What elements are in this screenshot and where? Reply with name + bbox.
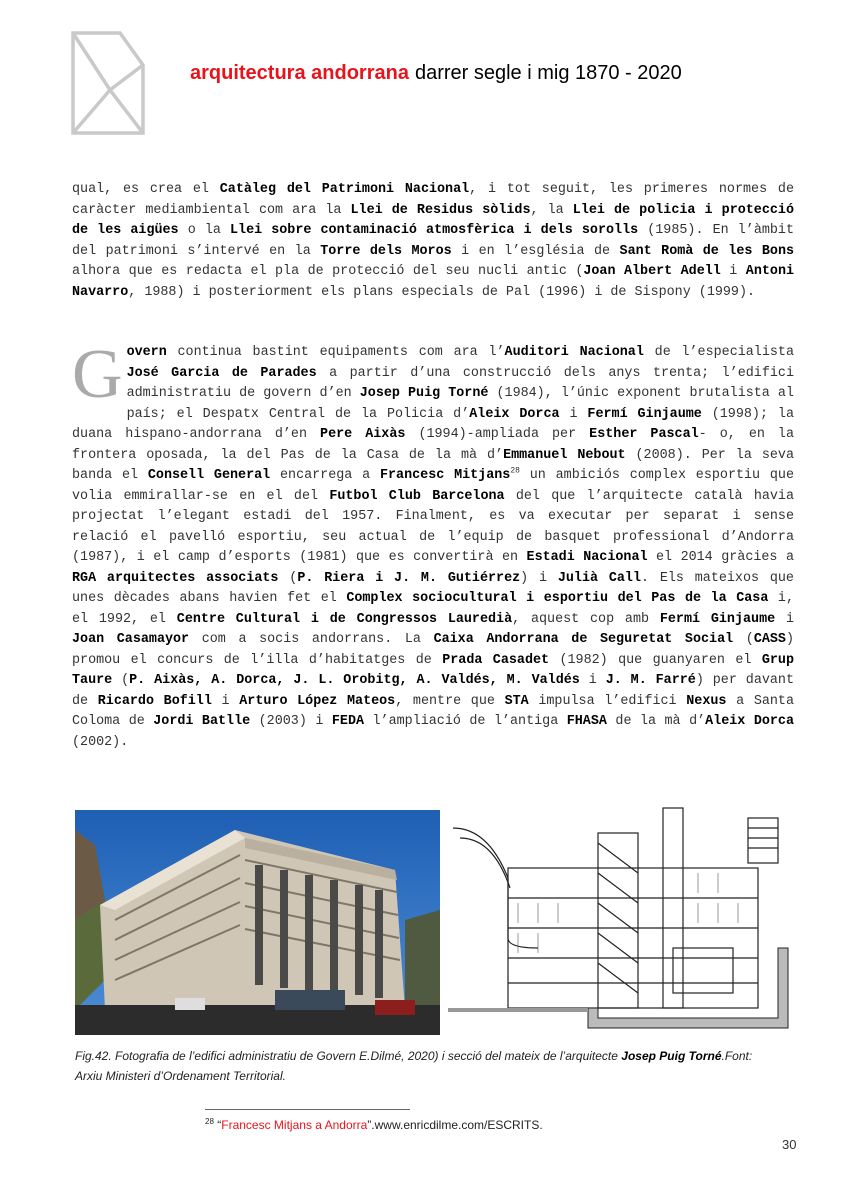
text: i [579, 673, 606, 688]
bold-term: Torre dels Moros [320, 243, 452, 259]
bold-term: Prada Casadet [442, 652, 550, 668]
bold-term: Jordi Batlle [153, 714, 251, 729]
text: , i tot seguit, les primeres normes de caràcter mediambiental com ara la [72, 182, 795, 218]
bold-term: Aleix Dorca [469, 406, 560, 422]
text: i en l’església de [451, 243, 620, 259]
text: un ambiciós complex esportiu que volia emmirallar-se en el del [72, 468, 794, 504]
bold-term: STA [504, 693, 529, 709]
text: i [559, 406, 588, 422]
bold-term: overn [126, 345, 167, 360]
text: . Els mateixos que unes dècades abans havien fet el [72, 570, 794, 606]
bold-term: Llei sobre contaminació atmosfèrica i dels sorolls [230, 223, 639, 238]
bold-term: Llei de Residus sòlids [350, 202, 531, 218]
text: , aquest cop amb [512, 611, 660, 627]
drop-cap: G [72, 336, 123, 413]
bold-term: Nexus [686, 693, 727, 709]
text: encarrega a [270, 468, 380, 483]
text: ( [278, 570, 298, 586]
text: de l’especialista [643, 345, 794, 360]
bold-term: Estadi Nacional [526, 550, 648, 565]
footnote-ref: 28 [510, 466, 520, 476]
bold-term: Caixa Andorrana de Seguretat Social [433, 632, 734, 647]
text: ( [112, 673, 130, 688]
building-photo [75, 810, 440, 1035]
text: continua bastint equipaments com ara l’ [166, 345, 505, 360]
bold-term: Francesc Mitjans [379, 468, 511, 483]
footnote-number: 28 [205, 1117, 214, 1126]
text: a partir d’una construcció dels anys trenta; l’edifici administratiu de govern d’en [126, 365, 794, 401]
page-number: 30 [782, 1137, 797, 1152]
text: a Santa Coloma de [72, 693, 795, 729]
text: - o, en la frontera oposada, la del Pas de la Casa de la mà d’ [72, 427, 795, 463]
bold-term: Julià Call [557, 570, 641, 586]
text: o la [178, 223, 230, 238]
text: impulsa l’edifici [528, 693, 687, 709]
text: ) i [520, 570, 558, 586]
bold-term: Futbol Club Barcelona [329, 488, 505, 504]
bold-term: Esther Pascal [589, 427, 699, 442]
building-section-drawing [448, 798, 793, 1035]
bold-term: Grup Taure [72, 652, 794, 688]
bold-term: Josep Puig Torné [359, 386, 489, 401]
bold-term: RGA arquitectes associats [72, 570, 279, 586]
bold-term: Catàleg del Patrimoni Nacional [219, 182, 470, 197]
running-header [190, 62, 682, 85]
paragraph-1 [72, 180, 794, 303]
bold-term: P. Riera i J. M. Gutiérrez [297, 570, 521, 586]
bold-term: Arturo López Mateos [239, 693, 396, 709]
bold-term: Pere Aixàs [320, 427, 406, 442]
text: (1984), l’únic exponent brutalista al país; el Despatx Central de la Policia d’ [126, 386, 794, 422]
text: qual, es crea el [72, 182, 220, 197]
footnote [205, 1118, 543, 1132]
bold-term: Fermí Ginjaume [659, 611, 776, 627]
bold-term: Aleix Dorca [705, 714, 794, 729]
bold-term: Antoni Navarro [72, 264, 795, 300]
text: , la [530, 202, 573, 218]
bold-term: Auditori Nacional [504, 345, 644, 360]
bold-term: Consell General [147, 468, 271, 483]
text: ) per davant de [72, 673, 794, 709]
text: , mentre que [395, 693, 505, 709]
text: l’ampliació de l’antiga [364, 714, 567, 729]
bold-term: Complex sociocultural i esportiu del Pas de la Casa [346, 591, 769, 606]
footnote-text: ”.www.enricdilme.com/ESCRITS. [367, 1118, 543, 1132]
text: de la mà d’ [606, 714, 706, 729]
text: com a socis andorrans. La [189, 632, 434, 647]
text: (2008). Per la seva banda el [72, 447, 794, 483]
caption-author: Josep Puig Torné [621, 1049, 722, 1063]
bold-term: Joan Albert Adell [583, 264, 721, 279]
text: i [211, 693, 240, 709]
bold-term: P. Aixàs, A. Dorca, J. L. Orobitg, A. Valdés, M. Valdés [129, 673, 580, 688]
header-title-rest: darrer segle i mig 1870 - 2020 [414, 62, 682, 84]
text: (2002). [72, 734, 129, 750]
header-title-red: arquitectura andorrana [190, 62, 409, 84]
bold-term: Emmanuel Nebout [503, 447, 626, 463]
logo-icon [70, 30, 146, 136]
caption-text: Fig.42. Fotografia de l’edifici administratiu de Govern E.Dilmé, 2020) i secció del mateix de l’arquitecte [75, 1049, 622, 1063]
text: del que l’arquitecte català havia projectat l’elegant estadi del 1957. Finalment, es va executar per separat i sense relació el pavelló esportiu, seu actual de l’equip de basquet professional d’Andorra (1987), i el camp d’esports (1981) que es convertirà en [72, 488, 795, 565]
text: i [720, 264, 746, 279]
bold-term: Centre Cultural i de Congressos Lauredià [176, 611, 513, 627]
text: ( [733, 632, 754, 647]
footnote-link[interactable]: Francesc Mitjans a Andorra [221, 1118, 368, 1132]
caption-text: .Font: Arxiu Ministeri d’Ordenament Territorial. [75, 1049, 753, 1083]
bold-term: Fermí Ginjaume [587, 406, 702, 422]
text: (1985). En l’àmbit del patrimoni s’intervé en la [72, 223, 794, 259]
bold-term: J. M. Farré [605, 673, 696, 688]
bold-term: Llei de policia i protecció de les aigües [72, 202, 794, 238]
footnote-divider [205, 1109, 410, 1110]
text: el 2014 gràcies a [647, 550, 794, 565]
paragraph-2 [72, 336, 795, 753]
text: i, el 1992, el [72, 591, 794, 627]
footnote-text: “ [213, 1118, 222, 1132]
text: (1998); la duana hispano-andorrana d’en [72, 406, 794, 442]
bold-term: FHASA [566, 714, 607, 729]
text: , 1988) i posteriorment els plans especials de Pal (1996) i de Sispony (1999). [128, 284, 756, 300]
text: (1982) que guanyaren el [549, 652, 762, 668]
figure-caption [75, 1046, 775, 1086]
bold-term: Ricardo Bofill [97, 693, 212, 709]
bold-term: CASS [753, 632, 786, 647]
text: i [775, 611, 794, 627]
text: ) promou el concurs de l’illa d’habitatges de [72, 632, 795, 668]
text: alhora que es redacta el pla de protecció del seu nucli antic ( [72, 264, 584, 279]
bold-term: FEDA [331, 714, 365, 729]
text: (1994)-ampliada per [405, 427, 590, 442]
bold-term: Joan Casamayor [72, 632, 190, 647]
text: (2003) i [250, 714, 332, 729]
bold-term: José Garcia de Parades [126, 365, 317, 381]
bold-term: Sant Romà de les Bons [619, 243, 795, 259]
